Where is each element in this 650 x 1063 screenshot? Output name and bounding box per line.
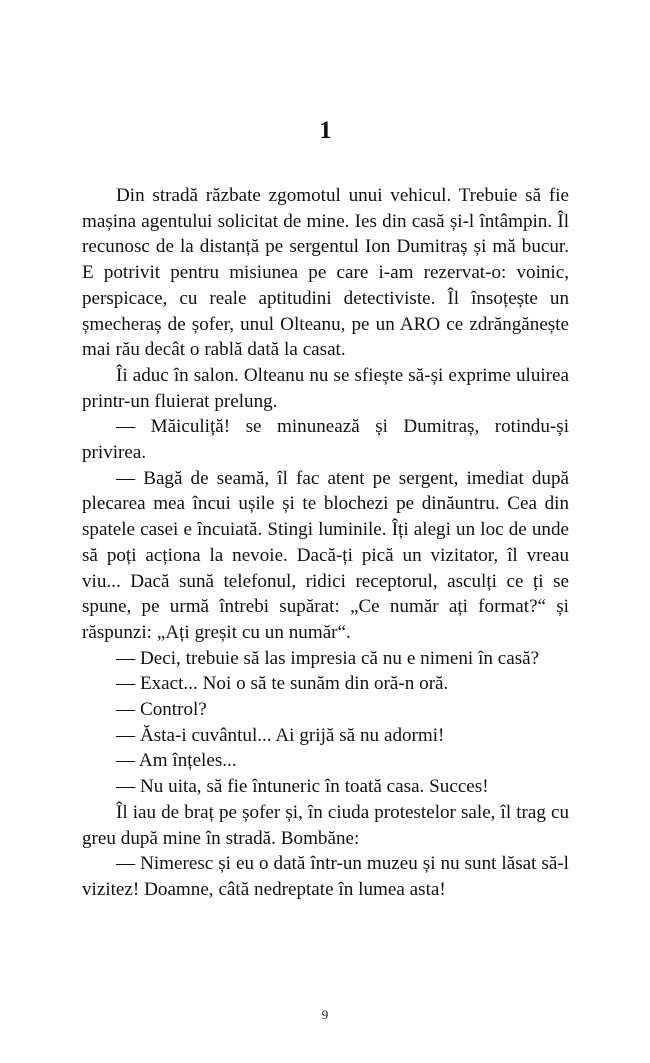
paragraph: Din stradă răzbate zgomotul unui vehicul. Trebuie să fie mașina agentului solicitat de mine. Ies din casă și-l întâmpin. Îl recunosc de la distanță pe sergentul Ion Dumitraș și mă bucur. E potrivit pentru misiunea pe care i-am rezervat-o: voinic, perspicace, cu reale aptitudini detectiviste. Îl însoțește un șmecheraș de șofer, unul Olteanu, pe un ARO ce zdrăngănește mai rău decât o rablă dată la casat. <box>82 185 569 361</box>
paragraph: — Bagă de seamă, îl fac atent pe sergent, imediat după plecarea mea încui ușile și te blochezi pe dinăuntru. Cea din spatele casei e încuiată. Stingi luminile. Îți alegi un loc de unde să poți acționa la nevoie. Dacă-ți pică un vizitator, îl vreau viu... Dacă sună telefonul, ridici receptorul, asculți ce ți se spune, pe urmă întrebi supărat: „Ce număr ați format?“ și răspunzi: „Ați greșit cu un număr“. <box>82 467 569 643</box>
paragraph: Îi aduc în salon. Olteanu nu se sfiește să-și exprime uluirea printr-un fluierat prelung. <box>82 364 569 412</box>
paragraph: — Deci, trebuie să las impresia că nu e nimeni în casă? <box>116 647 540 669</box>
paragraph: Îl iau de braț pe șofer și, în ciuda protestelor sale, îl trag cu greu după mine în stradă. Bombăne: <box>82 801 569 849</box>
paragraph: — Măiculiță! se minunează și Dumitraș, rotindu-și privirea. <box>82 416 569 464</box>
paragraph: — Ăsta-i cuvântul... Ai grijă să nu adormi! <box>116 724 445 746</box>
page-text-block <box>82 118 569 903</box>
paragraph: — Control? <box>116 699 207 721</box>
paragraph: — Exact... Noi o să te sunăm din oră-n oră. <box>116 673 449 695</box>
page-number: 9 <box>321 1007 329 1022</box>
paragraph: — Am înțeles... <box>116 750 237 772</box>
chapter-number-heading: 1 <box>319 117 332 144</box>
paragraph: — Nu uita, să fie întuneric în toată casa. Succes! <box>116 776 489 798</box>
paragraph: — Nimeresc și eu o dată într-un muzeu și nu sunt lăsat să-l vizitez! Doamne, câtă nedreptate în lumea asta! <box>82 853 569 900</box>
